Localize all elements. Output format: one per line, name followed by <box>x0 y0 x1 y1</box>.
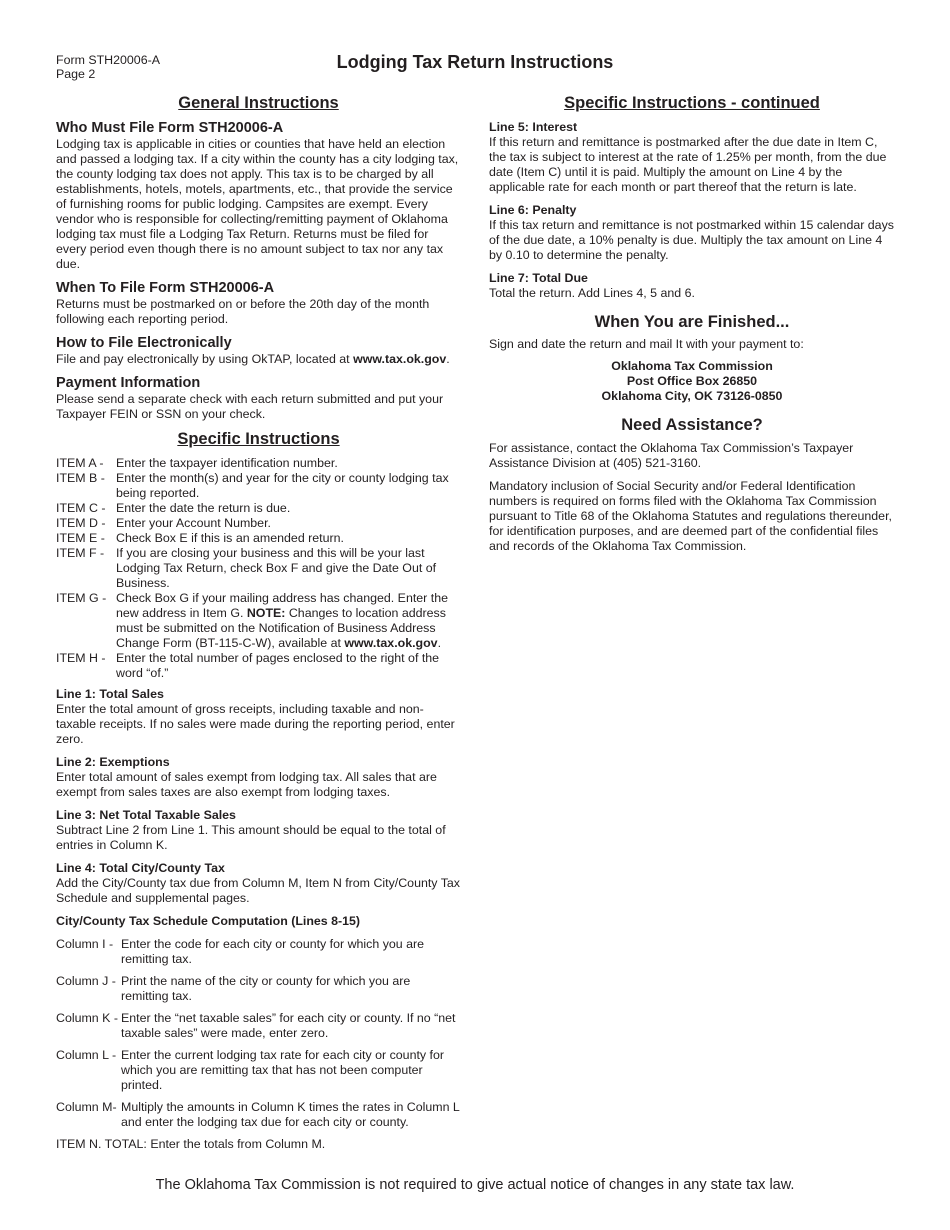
line-1-section <box>56 687 461 747</box>
footer-notice: The Oklahoma Tax Commission is not required to give actual notice of changes in any state tax law. <box>155 1177 795 1193</box>
item-text: Check Box G if your mailing address has changed. Enter the new address in Item G. NOTE: Changes to location address must be submitted on the Notification of Business Address Change Form (BT-115-C-W), available at www.tax.ok.gov. <box>116 591 448 650</box>
column-entry <box>56 937 461 967</box>
item-g-text-a: Check Box G if your mailing address has changed. Enter the new address in Item G. <box>116 591 448 620</box>
line-text: Total the return. Add Lines 4, 5 and 6. <box>489 286 695 300</box>
item-text: Enter the date the return is due. <box>116 501 291 515</box>
column-key: Column L - <box>56 1048 117 1062</box>
address-line: Oklahoma City, OK 73126-0850 <box>601 389 783 403</box>
line-heading: Line 4: Total City/County Tax <box>56 861 225 875</box>
specific-instructions-heading: Specific Instructions <box>177 430 340 448</box>
item-entry <box>56 651 461 681</box>
line-heading: Line 3: Net Total Taxable Sales <box>56 808 236 822</box>
item-text: If you are closing your business and this will be your last Lodging Tax Return, check Box F and give the Date Out of Business. <box>116 546 437 590</box>
item-entry <box>56 546 461 591</box>
item-key: ITEM F - <box>56 546 105 560</box>
form-number: Form STH20006-A <box>56 53 160 67</box>
tax-website-link[interactable]: www.tax.ok.gov <box>344 636 438 650</box>
line-heading: Line 6: Penalty <box>489 203 577 217</box>
column-text: Enter the “net taxable sales” for each city or county. If no “net taxable sales” were made, enter zero. <box>121 1011 456 1040</box>
column-text: Enter the current lodging tax rate for each city or county for which you are remitting tax that has not been computer printed. <box>121 1048 445 1092</box>
item-entry <box>56 591 461 651</box>
item-entry <box>56 456 461 471</box>
item-text: Enter the month(s) and year for the city or county lodging tax being reported. <box>116 471 449 500</box>
line-heading: Line 2: Exemptions <box>56 755 170 769</box>
item-list <box>56 456 461 681</box>
line-3-section <box>56 808 461 853</box>
line-text: Subtract Line 2 from Line 1. This amount should be equal to the total of entries in Column K. <box>56 823 446 852</box>
line-text: Enter the total amount of gross receipts, including taxable and non-taxable receipts. If no sales were made during the reporting period, enter zero. <box>56 702 455 746</box>
item-key: ITEM C - <box>56 501 106 515</box>
mandatory-inclusion-text: Mandatory inclusion of Social Security and/or Federal Identification numbers is required on forms filed with the Oklahoma Tax Commission pursuant to Title 68 of the Oklahoma Statutes and regulations thereunder, for identification purposes, and are deemed part of the confidential files and records of the Oklahoma Tax Commission. <box>489 479 892 553</box>
when-to-file-text: Returns must be postmarked on or before the 20th day of the month following each reporting period. <box>56 297 430 326</box>
column-key: Column K - <box>56 1011 118 1025</box>
column-key: Column I - <box>56 937 114 951</box>
line-heading: Line 1: Total Sales <box>56 687 164 701</box>
line-text: Enter total amount of sales exempt from lodging tax. All sales that are exempt from sales taxes are also exempt from lodging taxes. <box>56 770 437 799</box>
line-5-section <box>489 120 895 195</box>
file-electronically-section <box>56 335 461 367</box>
column-entry <box>56 1048 461 1093</box>
column-list <box>56 937 461 1130</box>
column-entry <box>56 974 461 1004</box>
file-electronically-body: File and pay electronically by using OkTAP, located at <box>56 352 354 366</box>
item-text: Check Box E if this is an amended return. <box>116 531 344 545</box>
column-entry <box>56 1100 461 1130</box>
schedule-computation-heading: City/County Tax Schedule Computation (Lines 8-15) <box>56 914 361 928</box>
item-entry <box>56 516 461 531</box>
who-must-file-heading: Who Must File Form STH20006-A <box>56 120 284 136</box>
need-assistance-heading: Need Assistance? <box>621 416 763 434</box>
payment-information-heading: Payment Information <box>56 375 201 391</box>
tax-website-link[interactable]: www.tax.ok.gov <box>353 352 447 366</box>
line-heading: Line 5: Interest <box>489 120 578 134</box>
mailing-address <box>489 359 895 404</box>
item-entry <box>56 471 461 501</box>
when-finished-heading: When You are Finished... <box>594 313 790 331</box>
column-key: Column M- <box>56 1100 117 1114</box>
item-g-text-b: Changes to location address must be submitted on the Notification of Business Address Change Form (BT-115-C-W), available at <box>116 606 446 650</box>
item-key: ITEM H - <box>56 651 106 665</box>
item-key: ITEM E - <box>56 531 105 545</box>
page-title: Lodging Tax Return Instructions <box>336 52 614 72</box>
line-text: If this return and remittance is postmarked after the due date in Item C, the tax is subject to interest at the rate of 1.25% per month, from the due date (Item C) until it is paid. Multiply the amount on Line 4 by the applicable rate for each month or part thereof that the return is late. <box>489 135 887 194</box>
item-entry <box>56 531 461 546</box>
column-key: Column J - <box>56 974 116 988</box>
need-assistance-text: For assistance, contact the Oklahoma Tax Commission’s Taxpayer Assistance Division at (405) 521-3160. <box>489 441 854 470</box>
when-finished-text: Sign and date the return and mail It with your payment to: <box>489 337 804 351</box>
specific-instructions-continued-heading: Specific Instructions - continued <box>564 94 820 112</box>
column-text: Print the name of the city or county for which you are remitting tax. <box>121 974 411 1003</box>
line-6-section <box>489 203 895 263</box>
who-must-file-section <box>56 120 461 272</box>
file-electronically-heading: How to File Electronically <box>56 335 232 351</box>
item-entry <box>56 501 461 516</box>
column-text: Enter the code for each city or county for which you are remitting tax. <box>121 937 425 966</box>
line-2-section <box>56 755 461 800</box>
file-electronically-text: File and pay electronically by using OkTAP, located at www.tax.ok.gov. <box>56 352 450 366</box>
item-key: ITEM G - <box>56 591 107 605</box>
item-n-total-text: ITEM N. TOTAL: Enter the totals from Column M. <box>56 1137 326 1151</box>
when-to-file-section <box>56 280 461 327</box>
address-line: Post Office Box 26850 <box>626 374 758 388</box>
line-7-section <box>489 271 895 301</box>
item-text: Enter your Account Number. <box>116 516 271 530</box>
payment-information-text: Please send a separate check with each return submitted and put your Taxpayer FEIN or SSN on your check. <box>56 392 444 421</box>
payment-information-section <box>56 375 461 422</box>
address-line: Oklahoma Tax Commission <box>611 359 773 373</box>
line-heading: Line 7: Total Due <box>489 271 588 285</box>
column-entry <box>56 1011 461 1041</box>
page-number: Page 2 <box>56 67 96 81</box>
left-column <box>56 94 461 1152</box>
item-key: ITEM D - <box>56 516 106 530</box>
item-text: Enter the total number of pages enclosed to the right of the word “of.” <box>116 651 440 680</box>
line-4-section <box>56 861 461 906</box>
item-key: ITEM A - <box>56 456 104 470</box>
line-text: Add the City/County tax due from Column M, Item N from City/County Tax Schedule and supplemental pages. <box>56 876 460 905</box>
line-text: If this tax return and remittance is not postmarked within 15 calendar days of the due date, a 10% penalty is due. Multiply the tax amount on Line 4 by 0.10 to determine the penalty. <box>489 218 894 262</box>
right-column <box>489 94 895 554</box>
item-g-note: NOTE: <box>246 606 286 620</box>
item-key: ITEM B - <box>56 471 105 485</box>
general-instructions-heading: General Instructions <box>178 94 339 112</box>
column-text: Multiply the amounts in Column K times the rates in Column L and enter the lodging tax due for each city or county. <box>121 1100 460 1129</box>
item-text: Enter the taxpayer identification number. <box>116 456 338 470</box>
who-must-file-text: Lodging tax is applicable in cities or counties that have held an election and passed a lodging tax. If a city within the county has a city lodging tax, the county lodging tax does not apply. This tax is to be charged by all establishments, hotels, motels, apartments, etc., that provide the service of furnishing rooms for public lodging. Campsites are exempt. Every vendor who is responsible for collecting/remitting payment of Oklahoma lodging tax must file a Lodging Tax Return. Returns must be filed for every period even though there is no amount subject to tax nor any tax due. <box>56 137 459 271</box>
when-to-file-heading: When To File Form STH20006-A <box>56 280 275 296</box>
